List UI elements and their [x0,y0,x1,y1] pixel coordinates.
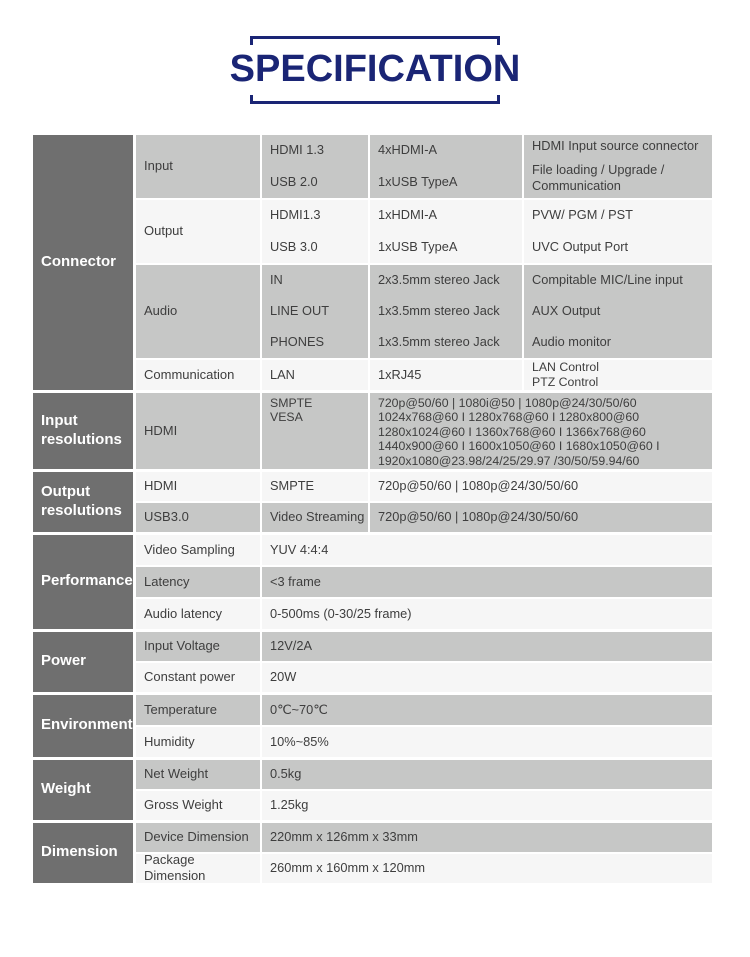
cell-text: 2x3.5mm stereo Jack [378,272,500,288]
row-label-cell [136,727,260,757]
cell-text: Humidity [144,733,195,749]
section-rows [136,632,713,692]
section-dimension [33,823,713,883]
section-rows [136,135,713,390]
value-cell [262,360,368,390]
cell-text: SMPTE [270,395,313,410]
section-connector [33,135,713,390]
value-cell [370,393,712,469]
section-header: Power [33,632,133,692]
cell-text: Input Voltage [144,638,220,654]
cell-text: 720p@50/60 | 1080p@24/30/50/60 [378,478,579,494]
cell-text: Communication [144,366,235,382]
cell-text: 0-500ms (0-30/25 frame) [270,605,412,621]
cell-text: Temperature [144,701,217,717]
value-cell [524,265,712,358]
cell-text: Latency [144,573,190,589]
value-cell [370,360,522,390]
value-cell [262,393,368,469]
value-cell [370,135,522,198]
section-input-resolutions [33,393,713,469]
section-environment [33,695,713,757]
section-rows [136,535,713,629]
row-label-cell [136,632,260,661]
value-cell [262,791,712,820]
cell-text: Video Sampling [144,541,235,557]
value-cell [262,135,368,198]
table-row [136,632,713,661]
cell-text: 1.25kg [270,797,309,813]
cell-text: 1xHDMI-A [378,207,438,223]
table-row [136,791,713,820]
row-label-cell [136,599,260,629]
value-cell [262,663,712,692]
cell-text: File loading / Upgrade / Communication [532,161,665,193]
value-cell [262,727,712,757]
section-power [33,632,713,692]
value-cell [262,599,712,629]
value-cell [370,503,712,532]
spec-table [33,135,713,883]
cell-text: Audio latency [144,605,223,621]
section-output-resolutions [33,472,713,532]
table-row [136,200,713,263]
section-header: Output resolutions [33,472,133,532]
cell-text: Gross Weight [144,797,223,813]
row-label-cell [136,135,260,198]
cell-text: 220mm x 126mm x 33mm [270,829,418,845]
row-label-cell [136,851,260,884]
value-cell [370,265,522,358]
value-cell [262,632,712,661]
section-header: Environment [33,695,133,757]
row-label-cell [136,535,260,565]
cell-text: HDMI [144,478,178,494]
value-cell [262,695,712,725]
cell-text: AUX Output [532,303,601,319]
cell-text: LAN Control [532,360,599,375]
table-row [136,599,713,629]
value-cell [262,567,712,597]
section-rows [136,695,713,757]
cell-text: LINE OUT [270,303,330,319]
title-bracket-bottom [250,95,500,104]
cell-text: 1280x1024@60 I 1360x768@60 I 1366x768@60 [378,424,646,439]
row-label-cell [136,760,260,789]
cell-text: <3 frame [270,573,321,589]
cell-text: HDMI [144,422,178,438]
cell-text: HDMI1.3 [270,207,321,223]
cell-text: PHONES [270,334,325,350]
row-label-cell [136,265,260,358]
cell-text: Audio monitor [532,334,611,350]
row-label-cell [136,663,260,692]
section-rows [136,472,713,532]
row-label-cell [136,567,260,597]
table-row [136,535,713,565]
value-cell [262,503,368,532]
section-header: Weight [33,760,133,820]
table-row [136,567,713,597]
table-row [136,472,713,501]
section-weight [33,760,713,820]
cell-text: 0℃~70℃ [270,701,328,717]
cell-text: YUV 4:4:4 [270,541,329,557]
cell-text: HDMI Input source connector [532,138,699,154]
row-label-cell [136,472,260,501]
table-row [136,663,713,692]
cell-text: IN [270,272,283,288]
cell-text: Input [144,158,173,174]
value-cell [524,360,712,390]
section-header: Connector [33,135,133,390]
table-row [136,760,713,789]
cell-text: USB 3.0 [270,238,318,254]
cell-text: VESA [270,410,303,425]
title-bracket-top [250,36,500,45]
row-label-cell [136,503,260,532]
value-cell [262,265,368,358]
row-label-cell [136,393,260,469]
value-cell [262,535,712,565]
page-title: SPECIFICATION [229,48,521,90]
value-cell [262,823,712,852]
cell-text: USB3.0 [144,509,189,525]
value-cell [262,854,712,883]
cell-text: 12V/2A [270,638,312,654]
cell-text: 720p@50/60 | 1080p@24/30/50/60 [378,509,579,525]
cell-text: HDMI 1.3 [270,142,325,158]
cell-text: 1024x768@60 I 1280x768@60 I 1280x800@60 [378,410,640,425]
section-header: Input resolutions [33,393,133,469]
cell-text: PTZ Control [532,374,599,389]
row-label-cell [136,695,260,725]
row-label-cell [136,200,260,263]
table-row [136,360,713,390]
section-header: Performance [33,535,133,629]
table-row [136,823,713,852]
section-performance [33,535,713,629]
table-row [136,265,713,358]
cell-text: 1xUSB TypeA [378,238,458,254]
cell-text: Net Weight [144,766,209,782]
value-cell [370,200,522,263]
table-row [136,851,713,884]
value-cell [262,472,368,501]
cell-text: Video Streaming [270,509,365,525]
cell-text: 1xUSB TypeA [378,173,458,189]
table-row [136,503,713,532]
section-rows [136,760,713,820]
section-rows [136,393,713,469]
cell-text: Audio [144,303,178,319]
cell-text: Device Dimension [144,829,249,845]
cell-text: 1xRJ45 [378,366,422,382]
cell-text: 1x3.5mm stereo Jack [378,334,500,350]
cell-text: 260mm x 160mm x 120mm [270,860,426,876]
cell-text: Constant power [144,669,236,685]
cell-text: Compitable MIC/Line input [532,272,683,288]
table-row [136,393,713,469]
cell-text: Package Dimension [144,851,206,884]
section-rows [136,823,713,883]
cell-text: PVW/ PGM / PST [532,207,633,223]
cell-text: 4xHDMI-A [378,142,438,158]
table-row [136,135,713,198]
cell-text: UVC Output Port [532,238,629,254]
cell-text: 1x3.5mm stereo Jack [378,303,500,319]
value-cell [262,200,368,263]
cell-text: SMPTE [270,478,315,494]
value-cell [524,135,712,198]
row-label-cell [136,360,260,390]
cell-text: 20W [270,669,297,685]
row-label-cell [136,791,260,820]
cell-text: USB 2.0 [270,173,318,189]
row-label-cell [136,823,260,852]
cell-text: 1440x900@60 I 1600x1050@60 I 1680x1050@60 I [378,439,660,454]
cell-text: Output [144,223,184,239]
cell-text: 720p@50/60 | 1080i@50 | 1080p@24/30/50/60 [378,395,637,410]
title-block [205,36,545,104]
cell-text: LAN [270,366,295,382]
value-cell [524,200,712,263]
table-row [136,727,713,757]
cell-text: 0.5kg [270,766,302,782]
table-row [136,695,713,725]
value-cell [370,472,712,501]
cell-text: 1920x1080@23.98/24/25/29.97 /30/50/59.94/60 [378,453,640,468]
section-header: Dimension [33,823,133,883]
cell-text: 10%~85% [270,733,329,749]
value-cell [262,760,712,789]
